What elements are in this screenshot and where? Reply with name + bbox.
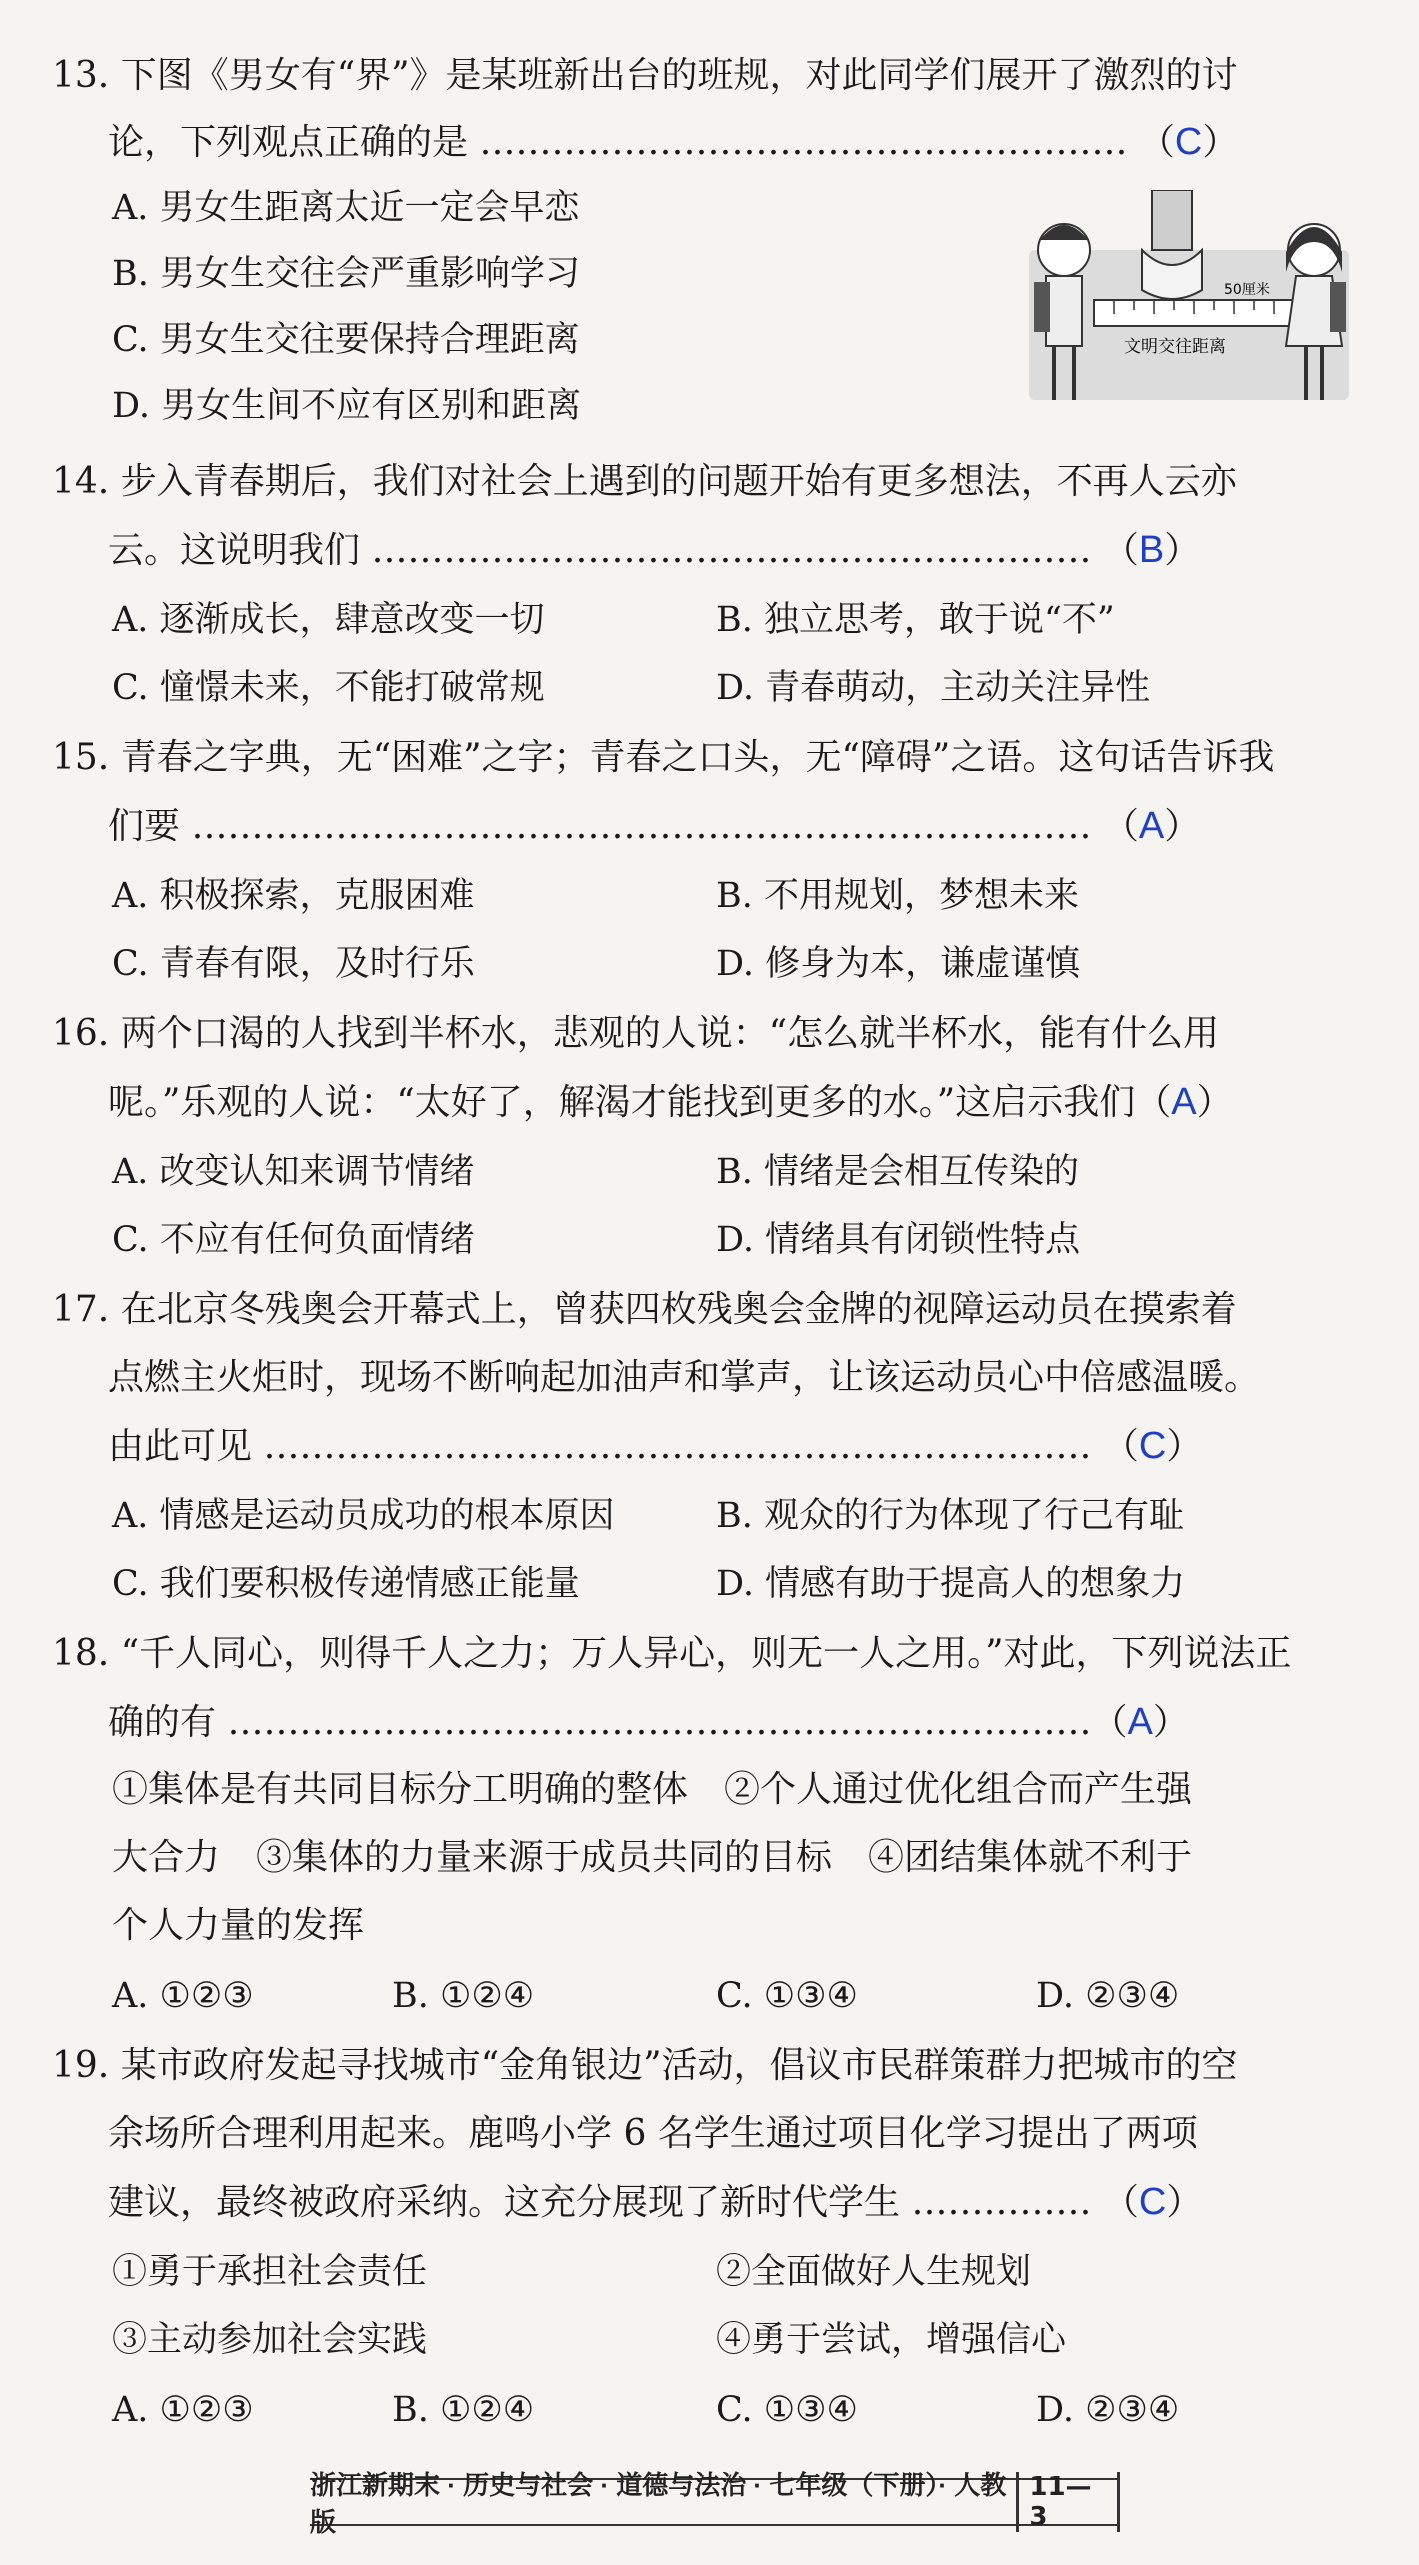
q19-close: ） — [1166, 2182, 1203, 2223]
q17-option-b: B. 观众的行为体现了行己有耻 — [716, 1496, 1184, 1536]
q17-stem-line1: 17. 在北京冬残奥会开幕式上，曾获四枚残奥会金牌的视障运动员在摸索着 — [52, 1289, 1237, 1330]
q17-close: ） — [1166, 1426, 1203, 1467]
q19-stem-line1: 19. 某市政府发起寻找城市“金角银边”活动，倡议市民群策群力把城市的空 — [52, 2045, 1238, 2086]
q19-item-2: ②全面做好人生规划 — [716, 2252, 1032, 2292]
q14-option-b: B. 独立思考，敢于说“不” — [716, 600, 1115, 640]
q18-items-line3: 个人力量的发挥 — [112, 1905, 365, 1946]
q15-option-a: A. 积极探索，克服困难 — [112, 876, 475, 916]
q13-stem-text: 论，下列观点正确的是 ……………………………………………… （ — [108, 122, 1175, 163]
q19-answer: C — [1138, 2181, 1167, 2223]
q16-close: ） — [1196, 1082, 1233, 1123]
q16-option-c: C. 不应有任何负面情绪 — [112, 1220, 475, 1260]
q19-stem-text: 建议，最终被政府采纳。这充分展现了新时代学生 …………… （ — [108, 2182, 1139, 2223]
q15-close: ） — [1164, 806, 1201, 847]
q16-stem-line1: 16. 两个口渴的人找到半杯水，悲观的人说：“怎么就半杯水，能有什么用 — [52, 1013, 1220, 1054]
q14-answer: B — [1138, 529, 1165, 571]
q14-stem-line2 — [108, 528, 1200, 573]
q13-option-c: C. 男女生交往要保持合理距离 — [112, 320, 580, 360]
q18-answer: A — [1127, 1701, 1153, 1743]
q19-option-b: B. ①②④ — [392, 2390, 535, 2430]
q16-answer: A — [1171, 1081, 1197, 1123]
q15-stem-text: 们要 ………………………………………………………………… （ — [108, 806, 1139, 847]
q14-close: ） — [1164, 530, 1201, 571]
q13-option-a: A. 男女生距离太近一定会早恋 — [112, 188, 580, 228]
q18-items-line2: 大合力 ③集体的力量来源于成员共同的目标 ④团结集体就不利于 — [112, 1837, 1193, 1878]
q18-stem-text: 确的有 ………………………………………………………………（ — [108, 1702, 1128, 1743]
q13-stem-line1: 13. 下图《男女有“界”》是某班新出台的班规，对此同学们展开了激烈的讨 — [52, 55, 1238, 96]
q17-stem-line2: 点燃主火炬时，现场不断响起加油声和掌声，让该运动员心中倍感温暖。 — [108, 1357, 1261, 1398]
q18-option-d: D. ②③④ — [1036, 1976, 1180, 2016]
footer-page-code: 11—3 — [1016, 2472, 1120, 2532]
q15-option-d: D. 修身为本，谦虚谨慎 — [716, 944, 1081, 984]
q13-ruler-label: 50厘米 — [1224, 282, 1270, 298]
footer-title: 浙江新期末 · 历史与社会 · 道德与法治 · 七年级（下册）· 人教版 — [310, 2470, 1007, 2537]
q15-option-b: B. 不用规划，梦想未来 — [716, 876, 1079, 916]
q18-items-line1: ①集体是有共同目标分工明确的整体 ②个人通过优化组合而产生强 — [112, 1769, 1193, 1810]
q13-option-b: B. 男女生交往会严重影响学习 — [112, 254, 580, 294]
q17-option-d: D. 情感有助于提高人的想象力 — [716, 1564, 1186, 1604]
q17-answer: C — [1138, 1425, 1167, 1467]
q18-stem-line2 — [108, 1700, 1189, 1745]
q18-close: ） — [1152, 1702, 1189, 1743]
q13-stem-line2 — [108, 120, 1238, 165]
q18-option-c: C. ①③④ — [716, 1976, 858, 2016]
q13-option-d: D. 男女生间不应有区别和距离 — [112, 386, 582, 426]
q16-stem-text: 呢。”乐观的人说：“太好了，解渴才能找到更多的水。”这启示我们（ — [108, 1082, 1172, 1123]
q15-answer: A — [1138, 805, 1165, 847]
q19-item-1: ①勇于承担社会责任 — [112, 2252, 428, 2292]
q15-option-c: C. 青春有限，及时行乐 — [112, 944, 475, 984]
q17-option-a: A. 情感是运动员成功的根本原因 — [112, 1496, 615, 1536]
q13-caption: 文明交往距离 — [1124, 337, 1226, 357]
q14-option-a: A. 逐渐成长，肆意改变一切 — [112, 600, 545, 640]
q17-option-c: C. 我们要积极传递情感正能量 — [112, 1564, 580, 1604]
q15-stem-line1: 15. 青春之字典，无“困难”之字；青春之口头，无“障碍”之语。这句话告诉我 — [52, 737, 1275, 778]
q16-option-a: A. 改变认知来调节情绪 — [112, 1152, 475, 1192]
q16-option-b: B. 情绪是会相互传染的 — [716, 1152, 1079, 1192]
q13-answer: C — [1174, 121, 1203, 163]
q19-option-a: A. ①②③ — [112, 2390, 254, 2430]
q19-item-4: ④勇于尝试，增强信心 — [716, 2320, 1067, 2360]
q13-close: ） — [1202, 122, 1239, 163]
q16-stem-line2 — [108, 1080, 1233, 1125]
q13-illustration — [1024, 190, 1354, 415]
q17-stem-text: 由此可见 …………………………………………………………… （ — [108, 1426, 1139, 1467]
q19-option-d: D. ②③④ — [1036, 2390, 1180, 2430]
q16-option-d: D. 情绪具有闭锁性特点 — [716, 1220, 1081, 1260]
q14-stem-text: 云。这说明我们 …………………………………………………… （ — [108, 530, 1139, 571]
q14-option-d: D. 青春萌动，主动关注异性 — [716, 668, 1151, 708]
q17-stem-line3 — [108, 1424, 1202, 1469]
q14-stem-line1: 14. 步入青春期后，我们对社会上遇到的问题开始有更多想法，不再人云亦 — [52, 461, 1237, 502]
q18-option-a: A. ①②③ — [112, 1976, 254, 2016]
page-footer — [310, 2470, 1120, 2537]
q19-stem-line2: 余场所合理利用起来。鹿鸣小学 6 名学生通过项目化学习提出了两项 — [108, 2113, 1198, 2154]
q15-stem-line2 — [108, 804, 1200, 849]
q18-option-b: B. ①②④ — [392, 1976, 535, 2016]
q18-stem-line1: 18. “千人同心，则得千人之力；万人异心，则无一人之用。”对此，下列说法正 — [52, 1633, 1292, 1674]
q19-option-c: C. ①③④ — [716, 2390, 858, 2430]
q14-option-c: C. 憧憬未来，不能打破常规 — [112, 668, 545, 708]
q19-item-3: ③主动参加社会实践 — [112, 2320, 428, 2360]
q19-stem-line3 — [108, 2180, 1202, 2225]
